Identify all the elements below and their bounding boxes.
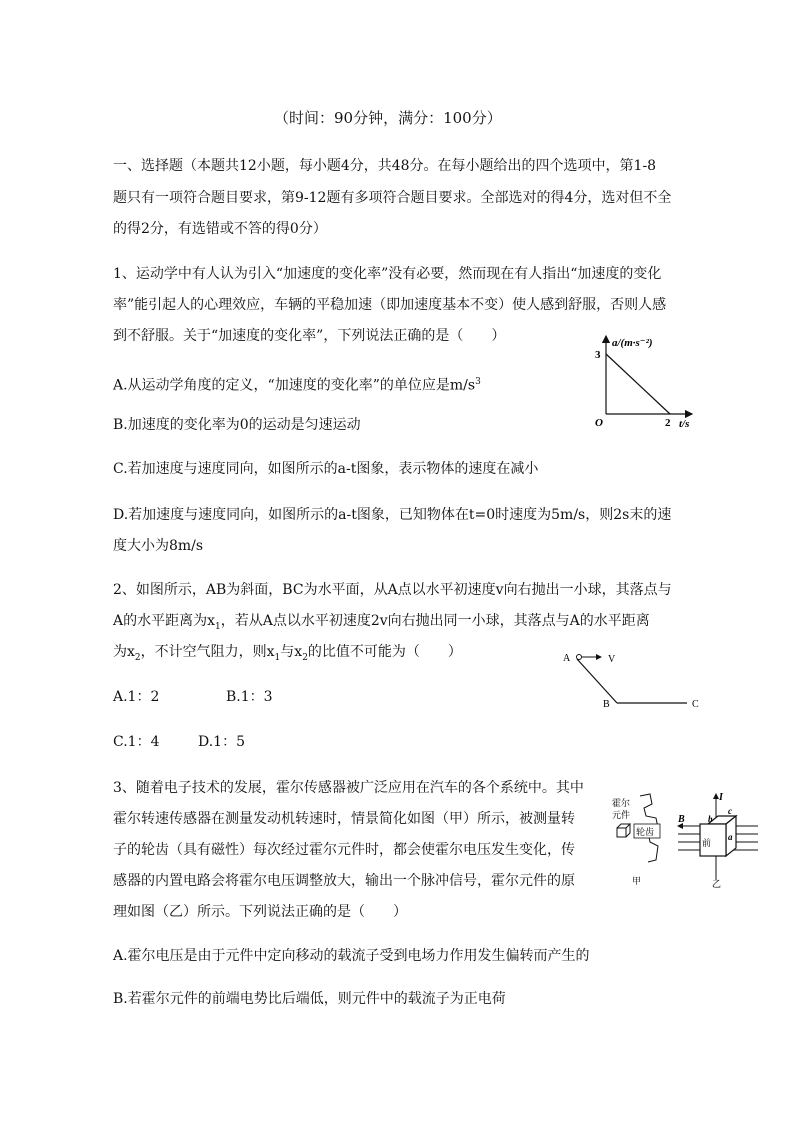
- dimension-a-label: a: [728, 832, 733, 842]
- text-part: 与x: [280, 644, 303, 660]
- instruction-line: 一、选择题（本题共12小题，每小题4分，共48分。在每小题给出的四个选项中，第1-8: [113, 158, 657, 174]
- hall-element-icon: [617, 824, 630, 837]
- text-part: ，若从A点以水平初速度2v向右抛出同一小球，其落点与A的水平距离: [220, 613, 650, 629]
- question-text: 到不舒服。关于“加速度的变化率”，下列说法正确的是（ ）: [113, 328, 506, 344]
- option-d: D.1：5: [198, 734, 245, 750]
- unit-exponent: 3: [475, 377, 481, 387]
- point-c-label: C: [692, 699, 699, 710]
- text-part: A的水平距离为x: [113, 613, 216, 629]
- at-line: [606, 354, 670, 414]
- text-part: 为x: [113, 644, 135, 660]
- option-c: C.1：4: [113, 734, 160, 750]
- ball-icon: [577, 655, 582, 660]
- question-text: 感器的内置电路会将霍尔电压调整放大，输出一个脉冲信号，霍尔元件的原: [113, 873, 575, 889]
- x-axis-label: t/s: [679, 418, 690, 430]
- instruction-line: 的得2分，有选错或不答的得0分）: [113, 221, 327, 237]
- figure-jia-label: 甲: [632, 877, 642, 887]
- front-face-label: 前: [702, 839, 712, 849]
- question-text: 子的轮齿（具有磁性）每次经过霍尔元件时，都会使霍尔电压发生变化，传: [113, 842, 575, 858]
- option-c: C.若加速度与速度同向，如图所示的a-t图象，表示物体的速度在减小: [113, 461, 539, 477]
- question-text: 理如图（乙）所示。下列说法正确的是（ ）: [113, 904, 407, 920]
- hall-sensor-figure-jia: [608, 788, 673, 888]
- hall-principle-figure-yi: [672, 788, 764, 888]
- hall-element-label: 霍尔: [612, 799, 631, 809]
- subscript: 1: [215, 621, 221, 632]
- gear-label: 轮齿: [636, 828, 655, 838]
- point-b-label: B: [603, 699, 610, 710]
- option-b: B.1：3: [226, 689, 273, 705]
- hall-element-label: 元件: [612, 811, 631, 821]
- question-text: 霍尔转速传感器在测量发动机转速时，情景简化如图（甲）所示，被测量转: [113, 811, 575, 827]
- at-graph: [590, 330, 700, 435]
- option-a: [113, 372, 481, 396]
- slope-figure: [555, 645, 715, 715]
- text-part: ，不计空气阻力，则x: [140, 644, 275, 660]
- option-a-text: A.从运动学角度的定义，“加速度的变化率”的单位应是m/s: [113, 377, 476, 394]
- question-text: [113, 611, 650, 637]
- point-a-label: A: [563, 653, 571, 664]
- x-tick-label: 2: [665, 417, 671, 429]
- subscript: 2: [134, 652, 141, 663]
- option-a: A.1：2: [113, 689, 160, 705]
- text-part: 的比值不可能为（ ）: [307, 644, 462, 660]
- incline-ab: [577, 659, 617, 703]
- dimension-b-label: b: [708, 814, 713, 824]
- dimension-c-label: c: [728, 806, 732, 816]
- question-text: 率”能引起人的心理效应，车辆的平稳加速（即加速度基本不变）使人感到舒服，否则人感: [113, 297, 667, 313]
- option-d: 度大小为8m/s: [113, 538, 204, 554]
- question-text: [113, 642, 462, 668]
- field-b-label: B: [678, 814, 685, 825]
- exam-info: （时间：90分钟，满分：100分）: [274, 109, 502, 127]
- option-b: B.若霍尔元件的前端电势比后端低，则元件中的载流子为正电荷: [113, 991, 506, 1007]
- subscript: 2: [302, 652, 308, 663]
- velocity-label: V: [608, 654, 616, 665]
- subscript: 1: [274, 652, 281, 663]
- origin-label: O: [595, 417, 603, 429]
- question-text: 2、如图所示，AB为斜面，BC为水平面，从A点以水平初速度v向右抛出一小球，其落点与: [113, 582, 672, 598]
- question-text: 3、随着电子技术的发展，霍尔传感器被广泛应用在汽车的各个系统中。其中: [113, 780, 584, 796]
- question-text: 1、运动学中有人认为引入“加速度的变化率”没有必要，然而现在有人指出“加速度的变化: [113, 266, 662, 282]
- current-label: I: [719, 792, 723, 803]
- y-axis-label: a/(m·s⁻²): [612, 337, 653, 349]
- option-a: A.霍尔电压是由于元件中定向移动的载流子受到电场力作用发生偏转而产生的: [113, 948, 590, 964]
- instruction-line: 题只有一项符合题目要求，第9-12题有多项符合题目要求。全部选对的得4分，选对但不全: [113, 190, 672, 206]
- y-tick-label: 3: [595, 349, 601, 361]
- figure-yi-label: 乙: [712, 880, 722, 888]
- option-d: D.若加速度与速度同向，如图所示的a-t图象，已知物体在t=0时速度为5m/s，则2s末的速: [113, 507, 672, 523]
- option-b: B.加速度的变化率为0的运动是匀速运动: [113, 417, 361, 433]
